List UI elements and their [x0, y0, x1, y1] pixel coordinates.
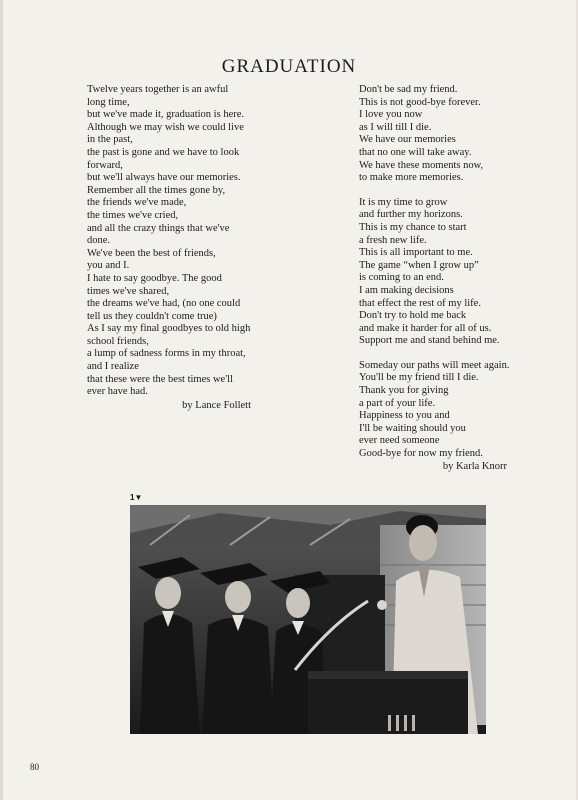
poem-line: and further my horizons.	[359, 209, 463, 221]
page-number: 80	[30, 762, 39, 772]
poem-line: forward,	[87, 159, 123, 171]
poem-line: a fresh new life.	[359, 234, 427, 246]
poem-line: done.	[87, 235, 111, 247]
poem-line: We've been the best of friends,	[87, 247, 216, 259]
poem-line: but we've made it, graduation is here.	[87, 109, 245, 121]
poem-line: the times we've cried,	[87, 209, 179, 221]
poem-line: to make more memories.	[359, 172, 464, 184]
poem-line: We have our memories	[359, 134, 456, 146]
poem-right	[359, 84, 529, 473]
poem-left	[87, 84, 297, 412]
poem-line: It is my time to grow	[359, 196, 448, 208]
poem-line: Don't try to hold me back	[359, 310, 467, 322]
poem-line: school friends,	[87, 335, 149, 347]
poem-line: in the past,	[87, 134, 133, 146]
poem-line: Thank you for giving	[359, 385, 449, 397]
poem-line: Support me and stand behind me.	[359, 335, 500, 347]
poem-line: Twelve years together is an awful	[87, 84, 229, 95]
poem-left-lines	[87, 84, 297, 399]
poem-line: This is all important to me.	[359, 247, 473, 259]
poem-line: a part of your life.	[359, 397, 436, 409]
poem-line: This is my chance to start	[359, 221, 467, 233]
poem-line: the dreams we've had, (no one could	[87, 298, 241, 310]
page-title: GRADUATION	[221, 56, 357, 77]
poem-line: and all the crazy things that we've	[87, 222, 230, 234]
poem-line: but we'll always have our memories.	[87, 172, 241, 184]
poem-line: Don't be sad my friend.	[359, 84, 458, 95]
poem-line: long time,	[87, 96, 130, 108]
poem-line: The game “when I grow up”	[359, 259, 479, 271]
poem-line: I am making decisions	[359, 284, 454, 296]
poem-line: As I say my final goodbyes to old high	[87, 323, 251, 335]
poem-line: We have these moments now,	[359, 159, 484, 171]
poem-line: that effect the rest of my life.	[359, 297, 481, 309]
poem-line: I'll be waiting should you	[359, 422, 466, 434]
poem-line: I hate to say goodbye. The good	[87, 272, 222, 284]
poem-right-stanza-1	[359, 84, 529, 185]
poem-line: and I realize	[87, 361, 139, 373]
poem-line: Although we may wish we could live	[87, 121, 244, 133]
poem-line: times we've shared,	[87, 285, 170, 297]
poem-left-author: by Lance Follett	[182, 399, 251, 411]
poem-line: the friends we've made,	[87, 197, 187, 209]
poem-line: the past is gone and we have to look	[87, 146, 240, 158]
poem-line: Someday our paths will meet again.	[359, 359, 510, 371]
poem-line: Good-bye for now my friend.	[359, 448, 483, 460]
poem-line: Happiness to you and	[359, 410, 450, 422]
poem-line: tell us they couldn't come true)	[87, 310, 217, 322]
poem-right-author: by Karla Knorr	[442, 460, 507, 472]
poem-line: ever have had.	[87, 386, 148, 398]
poem-line: as I will till I die.	[359, 121, 432, 133]
poem-line: You'll be my friend till I die.	[359, 372, 479, 384]
poem-line: and make it harder for all of us.	[359, 322, 492, 334]
poem-line: This is not good-bye forever.	[359, 96, 481, 108]
poem-line: Remember all the times gone by,	[87, 184, 226, 196]
graduation-photo-image	[130, 505, 486, 734]
poem-line: that no one will take away.	[359, 146, 472, 158]
photo-label: 1▼	[130, 493, 143, 502]
poem-line: you and I.	[87, 260, 130, 272]
poem-right-stanza-3	[359, 360, 529, 461]
poem-right-stanza-2	[359, 197, 529, 348]
poem-line: I love you now	[359, 109, 423, 121]
poem-line: is coming to an end.	[359, 272, 444, 284]
poem-line: that these were the best times we'll	[87, 373, 233, 385]
poem-line: ever need someone	[359, 435, 440, 447]
poem-line: a lump of sadness forms in my throat,	[87, 348, 246, 360]
graduation-photo	[130, 505, 486, 734]
